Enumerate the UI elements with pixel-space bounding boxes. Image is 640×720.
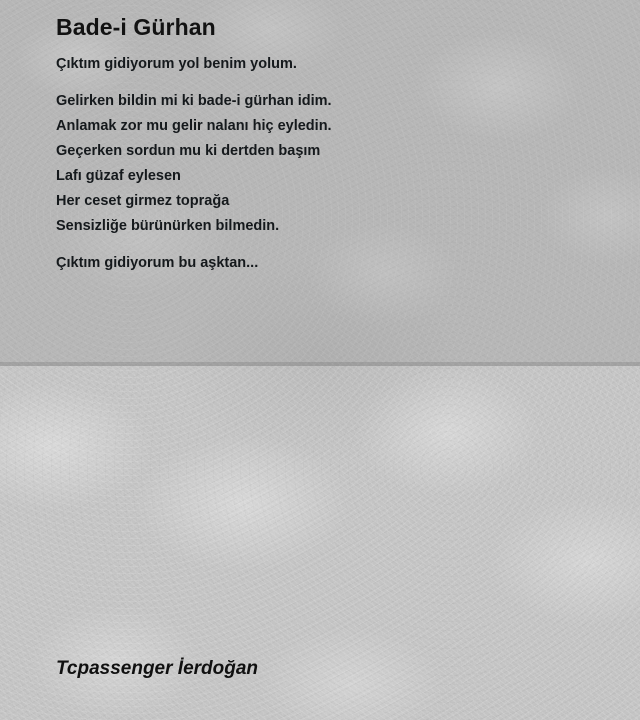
poem-line: Anlamak zor mu gelir nalanı hiç eyledin. bbox=[56, 118, 332, 134]
poem-line: Gelirken bildin mi ki bade-i gürhan idim. bbox=[56, 93, 332, 109]
poem-line-blank bbox=[56, 239, 596, 251]
poem-line: Sensizliğe bürünürken bilmedin. bbox=[56, 218, 280, 234]
poem-line: Çıktım gidiyorum yol benim yolum. bbox=[56, 56, 297, 72]
poem-body bbox=[56, 52, 596, 276]
author-signature: Tcpassenger İerdoğan bbox=[56, 658, 259, 679]
poem-line: Lafı güzaf eylesen bbox=[56, 168, 181, 184]
poem-line: Her ceset girmez toprağa bbox=[56, 193, 230, 209]
poem-line-blank bbox=[56, 77, 596, 89]
page-title: Bade-i Gürhan bbox=[56, 14, 216, 40]
poem-line: Çıktım gidiyorum bu aşktan... bbox=[56, 255, 259, 271]
poem-line: Geçerken sordun mu ki dertden başım bbox=[56, 143, 321, 159]
